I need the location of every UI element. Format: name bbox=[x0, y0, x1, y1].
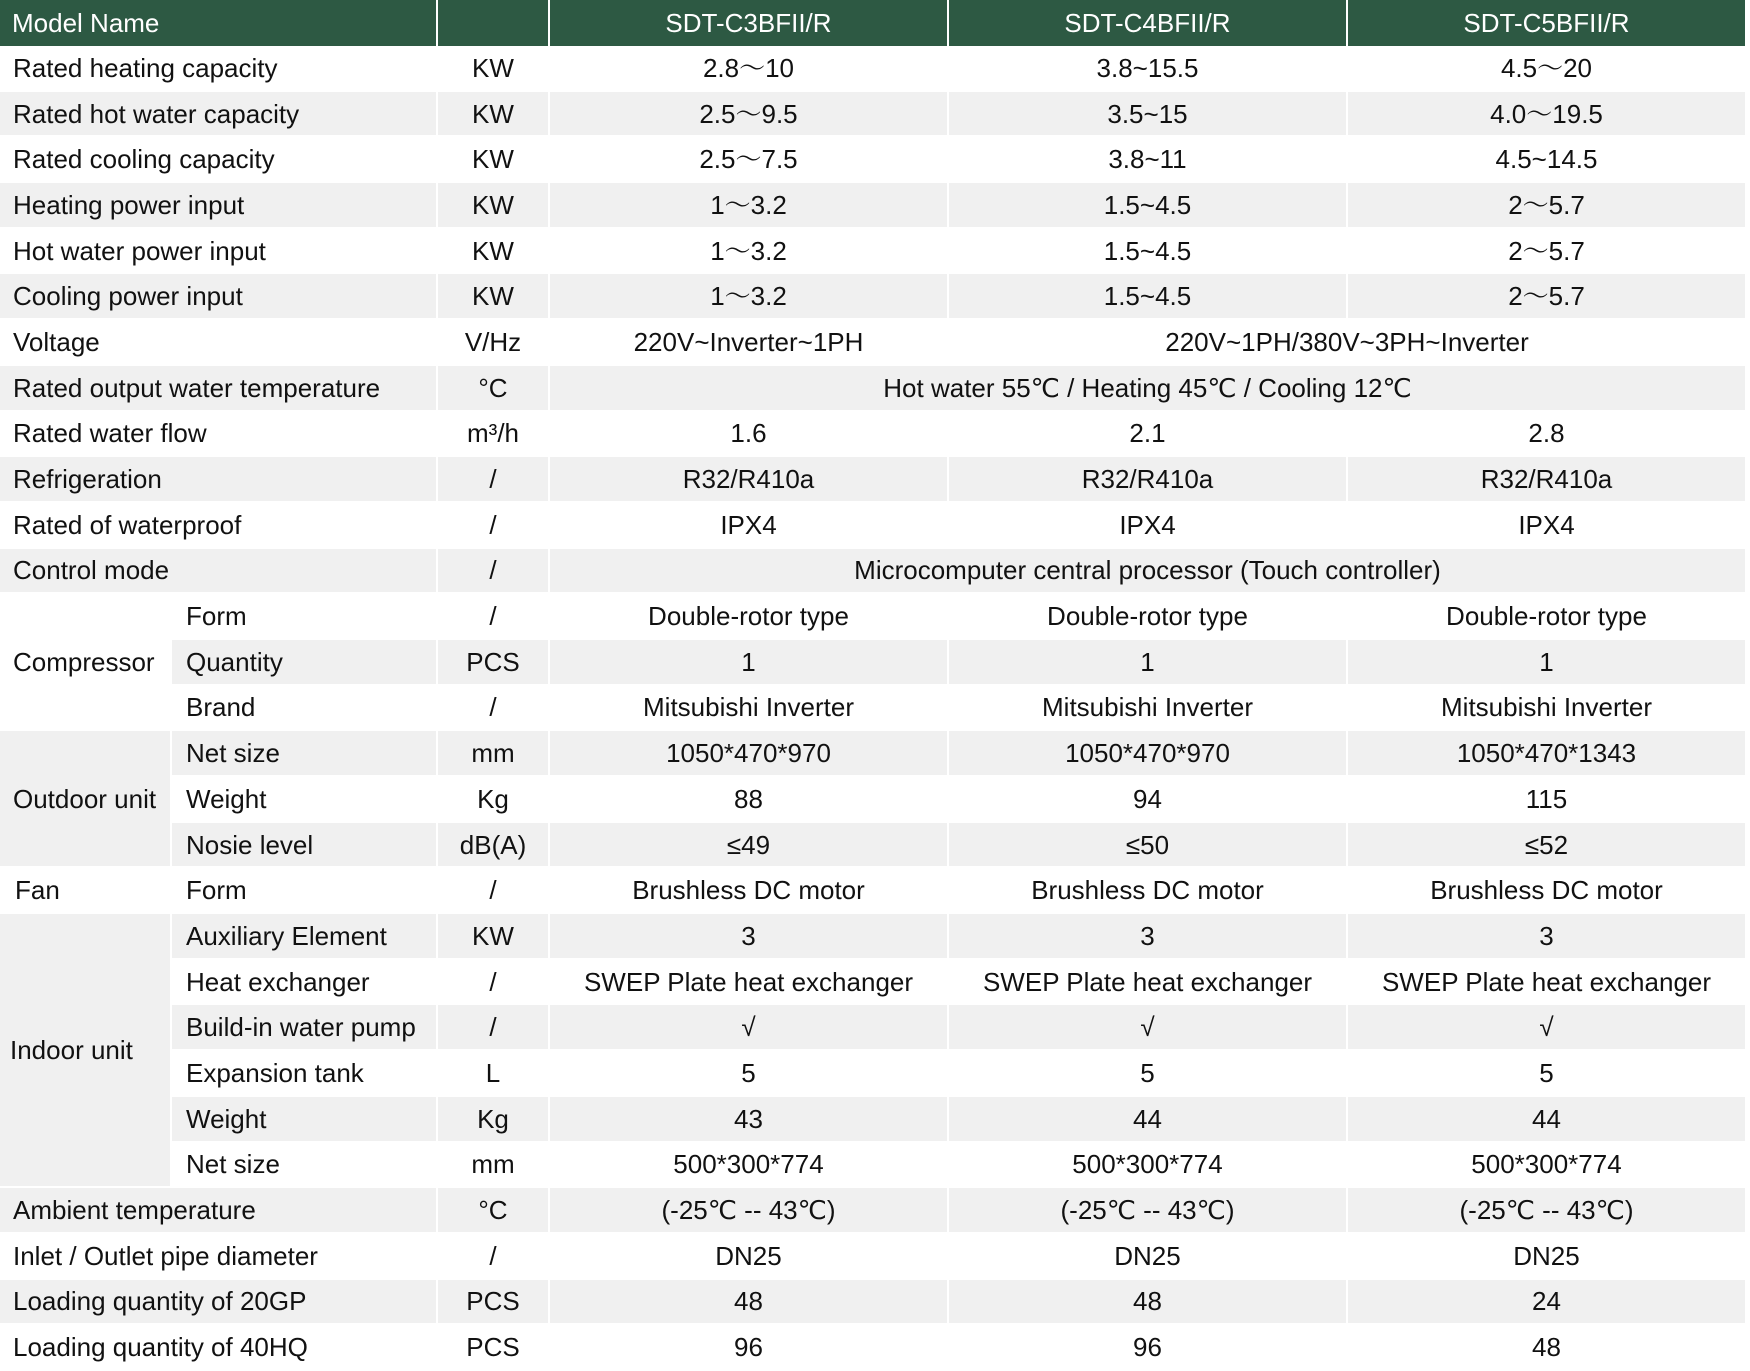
group-label-outdoor-unit: Outdoor unit bbox=[0, 730, 171, 867]
value-cell: 115 bbox=[1347, 776, 1746, 822]
value-cell: ≤50 bbox=[948, 822, 1347, 868]
value-cell: 1～3.2 bbox=[549, 273, 948, 319]
table-row bbox=[0, 776, 1746, 822]
table-row bbox=[0, 822, 1746, 868]
value-cell: Mitsubishi Inverter bbox=[549, 685, 948, 731]
value-cell: 2～5.7 bbox=[1347, 182, 1746, 228]
value-cell: IPX4 bbox=[1347, 502, 1746, 548]
unit-cell: KW bbox=[437, 46, 549, 91]
value-cell: 1～3.2 bbox=[549, 228, 948, 274]
table-row bbox=[0, 411, 1746, 457]
table-row bbox=[0, 867, 1746, 913]
sub-param-label: Weight bbox=[171, 1096, 437, 1142]
value-cell: (-25℃ -- 43℃) bbox=[549, 1187, 948, 1233]
unit-cell: °C bbox=[437, 1187, 549, 1233]
value-cell: 2.5～7.5 bbox=[549, 136, 948, 182]
value-cell: Brushless DC motor bbox=[948, 867, 1347, 913]
value-cell: SWEP Plate heat exchanger bbox=[549, 959, 948, 1005]
value-cell: 3.8~11 bbox=[948, 136, 1347, 182]
value-cell: 500*300*774 bbox=[948, 1142, 1347, 1188]
value-cell: 2～5.7 bbox=[1347, 228, 1746, 274]
value-cell: 3.8~15.5 bbox=[948, 46, 1347, 91]
value-cell: IPX4 bbox=[948, 502, 1347, 548]
unit-cell: / bbox=[437, 959, 549, 1005]
table-row bbox=[0, 685, 1746, 731]
group-label-compressor: Compressor bbox=[0, 593, 171, 730]
value-cell: 96 bbox=[948, 1324, 1347, 1370]
value-cell: 500*300*774 bbox=[549, 1142, 948, 1188]
table-row bbox=[0, 913, 1746, 959]
value-cell: 4.5～20 bbox=[1347, 46, 1746, 91]
value-cell: R32/R410a bbox=[549, 456, 948, 502]
param-label: Rated water flow bbox=[0, 411, 437, 457]
param-label: Rated output water temperature bbox=[0, 365, 437, 411]
table-row bbox=[0, 548, 1746, 594]
unit-cell: mm bbox=[437, 730, 549, 776]
value-cell: 44 bbox=[1347, 1096, 1746, 1142]
unit-cell: m³/h bbox=[437, 411, 549, 457]
table-row bbox=[0, 639, 1746, 685]
value-cell: 5 bbox=[549, 1050, 948, 1096]
unit-cell: KW bbox=[437, 91, 549, 137]
param-label: Hot water power input bbox=[0, 228, 437, 274]
value-cell: 5 bbox=[948, 1050, 1347, 1096]
value-cell: 1.5~4.5 bbox=[948, 182, 1347, 228]
unit-cell: KW bbox=[437, 228, 549, 274]
param-label: Rated of waterproof bbox=[0, 502, 437, 548]
table-row bbox=[0, 1233, 1746, 1279]
value-cell: R32/R410a bbox=[1347, 456, 1746, 502]
sub-param-label: Brand bbox=[171, 685, 437, 731]
value-cell: ≤49 bbox=[549, 822, 948, 868]
checkmark-cell: √ bbox=[1347, 1004, 1746, 1050]
value-cell: 1.5~4.5 bbox=[948, 273, 1347, 319]
value-cell: 2.5～9.5 bbox=[549, 91, 948, 137]
value-cell: 88 bbox=[549, 776, 948, 822]
value-cell: DN25 bbox=[948, 1233, 1347, 1279]
checkmark-cell: √ bbox=[549, 1004, 948, 1050]
value-cell: 5 bbox=[1347, 1050, 1746, 1096]
sub-param-label: Nosie level bbox=[171, 822, 437, 868]
param-label: Refrigeration bbox=[0, 456, 437, 502]
value-cell: 2.8 bbox=[1347, 411, 1746, 457]
value-cell: 4.5~14.5 bbox=[1347, 136, 1746, 182]
unit-cell: KW bbox=[437, 182, 549, 228]
header-row bbox=[0, 0, 1746, 46]
value-cell: 94 bbox=[948, 776, 1347, 822]
value-cell: Double-rotor type bbox=[549, 593, 948, 639]
value-cell: 96 bbox=[549, 1324, 948, 1370]
value-cell: Microcomputer central processor (Touch controller) bbox=[549, 548, 1746, 594]
value-cell: 44 bbox=[948, 1096, 1347, 1142]
value-cell: 48 bbox=[549, 1279, 948, 1325]
value-cell: 3 bbox=[1347, 913, 1746, 959]
table-row bbox=[0, 1187, 1746, 1233]
value-cell: SWEP Plate heat exchanger bbox=[948, 959, 1347, 1005]
model-header-c4: SDT-C4BFII/R bbox=[948, 0, 1347, 46]
value-cell: 220V~Inverter~1PH bbox=[549, 319, 948, 365]
table-row bbox=[0, 273, 1746, 319]
value-cell: Brushless DC motor bbox=[549, 867, 948, 913]
unit-cell: / bbox=[437, 593, 549, 639]
unit-cell: Kg bbox=[437, 1096, 549, 1142]
value-cell: Hot water 55℃ / Heating 45℃ / Cooling 12℃ bbox=[549, 365, 1746, 411]
unit-cell: / bbox=[437, 456, 549, 502]
unit-cell: PCS bbox=[437, 1324, 549, 1370]
value-cell: 1050*470*970 bbox=[549, 730, 948, 776]
unit-cell: mm bbox=[437, 1142, 549, 1188]
param-label: Rated heating capacity bbox=[0, 46, 437, 91]
param-label: Loading quantity of 40HQ bbox=[0, 1324, 437, 1370]
table-row bbox=[0, 502, 1746, 548]
unit-cell: KW bbox=[437, 273, 549, 319]
table-row bbox=[0, 91, 1746, 137]
table-row bbox=[0, 1279, 1746, 1325]
value-cell: Double-rotor type bbox=[948, 593, 1347, 639]
unit-cell: / bbox=[437, 1233, 549, 1279]
value-cell: Mitsubishi Inverter bbox=[948, 685, 1347, 731]
table-row bbox=[0, 1050, 1746, 1096]
unit-cell: KW bbox=[437, 136, 549, 182]
value-cell: 48 bbox=[1347, 1324, 1746, 1370]
model-header-c5: SDT-C5BFII/R bbox=[1347, 0, 1746, 46]
table-row bbox=[0, 456, 1746, 502]
value-cell: 4.0～19.5 bbox=[1347, 91, 1746, 137]
value-cell: 2.1 bbox=[948, 411, 1347, 457]
unit-cell: / bbox=[437, 867, 549, 913]
value-cell: DN25 bbox=[1347, 1233, 1746, 1279]
table-row bbox=[0, 959, 1746, 1005]
value-cell: 1050*470*970 bbox=[948, 730, 1347, 776]
value-cell: 1.5~4.5 bbox=[948, 228, 1347, 274]
table-row bbox=[0, 228, 1746, 274]
table-row bbox=[0, 46, 1746, 91]
checkmark-cell: √ bbox=[948, 1004, 1347, 1050]
value-cell: 1050*470*1343 bbox=[1347, 730, 1746, 776]
param-label: Voltage bbox=[0, 319, 437, 365]
value-cell: 1 bbox=[549, 639, 948, 685]
value-cell: DN25 bbox=[549, 1233, 948, 1279]
table-row bbox=[0, 136, 1746, 182]
table-row bbox=[0, 1324, 1746, 1370]
unit-cell: dB(A) bbox=[437, 822, 549, 868]
value-cell: 1 bbox=[948, 639, 1347, 685]
unit-cell: / bbox=[437, 685, 549, 731]
sub-param-label: Net size bbox=[171, 730, 437, 776]
param-label: Ambient temperature bbox=[0, 1187, 437, 1233]
table-row bbox=[0, 593, 1746, 639]
sub-param-label: Heat exchanger bbox=[171, 959, 437, 1005]
table-row bbox=[0, 1142, 1746, 1188]
sub-param-label: Quantity bbox=[171, 639, 437, 685]
param-label: Loading quantity of 20GP bbox=[0, 1279, 437, 1325]
value-cell: 500*300*774 bbox=[1347, 1142, 1746, 1188]
table-row bbox=[0, 365, 1746, 411]
sub-param-label: Expansion tank bbox=[171, 1050, 437, 1096]
unit-cell: / bbox=[437, 548, 549, 594]
value-cell: 1～3.2 bbox=[549, 182, 948, 228]
unit-cell: KW bbox=[437, 913, 549, 959]
value-cell: Mitsubishi Inverter bbox=[1347, 685, 1746, 731]
value-cell: Double-rotor type bbox=[1347, 593, 1746, 639]
value-cell: 24 bbox=[1347, 1279, 1746, 1325]
unit-cell: Kg bbox=[437, 776, 549, 822]
table-row bbox=[0, 730, 1746, 776]
group-label-fan: Fan bbox=[0, 867, 171, 913]
value-cell: 1 bbox=[1347, 639, 1746, 685]
sub-param-label: Auxiliary Element bbox=[171, 913, 437, 959]
sub-param-label: Net size bbox=[171, 1142, 437, 1188]
table-row bbox=[0, 182, 1746, 228]
value-cell: 3.5~15 bbox=[948, 91, 1347, 137]
value-cell: ≤52 bbox=[1347, 822, 1746, 868]
param-label: Rated hot water capacity bbox=[0, 91, 437, 137]
param-label: Rated cooling capacity bbox=[0, 136, 437, 182]
value-cell: (-25℃ -- 43℃) bbox=[1347, 1187, 1746, 1233]
sub-param-label: Form bbox=[171, 867, 437, 913]
group-label-indoor-unit: Indoor unit bbox=[0, 913, 171, 1187]
unit-header bbox=[437, 0, 549, 46]
unit-cell: PCS bbox=[437, 639, 549, 685]
value-cell: Brushless DC motor bbox=[1347, 867, 1746, 913]
value-cell: (-25℃ -- 43℃) bbox=[948, 1187, 1347, 1233]
sub-param-label: Build-in water pump bbox=[171, 1004, 437, 1050]
sub-param-label: Form bbox=[171, 593, 437, 639]
model-name-header: Model Name bbox=[0, 0, 437, 46]
value-cell: 2.8～10 bbox=[549, 46, 948, 91]
table-row bbox=[0, 1096, 1746, 1142]
value-cell: IPX4 bbox=[549, 502, 948, 548]
unit-cell: / bbox=[437, 502, 549, 548]
value-cell: 1.6 bbox=[549, 411, 948, 457]
value-cell: 3 bbox=[549, 913, 948, 959]
value-cell: 2～5.7 bbox=[1347, 273, 1746, 319]
value-cell: 48 bbox=[948, 1279, 1347, 1325]
param-label: Control mode bbox=[0, 548, 437, 594]
table-row bbox=[0, 1004, 1746, 1050]
param-label: Cooling power input bbox=[0, 273, 437, 319]
value-cell: 3 bbox=[948, 913, 1347, 959]
unit-cell: L bbox=[437, 1050, 549, 1096]
unit-cell: °C bbox=[437, 365, 549, 411]
value-cell: 220V~1PH/380V~3PH~Inverter bbox=[948, 319, 1746, 365]
value-cell: 43 bbox=[549, 1096, 948, 1142]
model-header-c3: SDT-C3BFII/R bbox=[549, 0, 948, 46]
value-cell: SWEP Plate heat exchanger bbox=[1347, 959, 1746, 1005]
unit-cell: / bbox=[437, 1004, 549, 1050]
param-label: Inlet / Outlet pipe diameter bbox=[0, 1233, 437, 1279]
sub-param-label: Weight bbox=[171, 776, 437, 822]
unit-cell: V/Hz bbox=[437, 319, 549, 365]
table-row bbox=[0, 319, 1746, 365]
unit-cell: PCS bbox=[437, 1279, 549, 1325]
value-cell: R32/R410a bbox=[948, 456, 1347, 502]
param-label: Heating power input bbox=[0, 182, 437, 228]
